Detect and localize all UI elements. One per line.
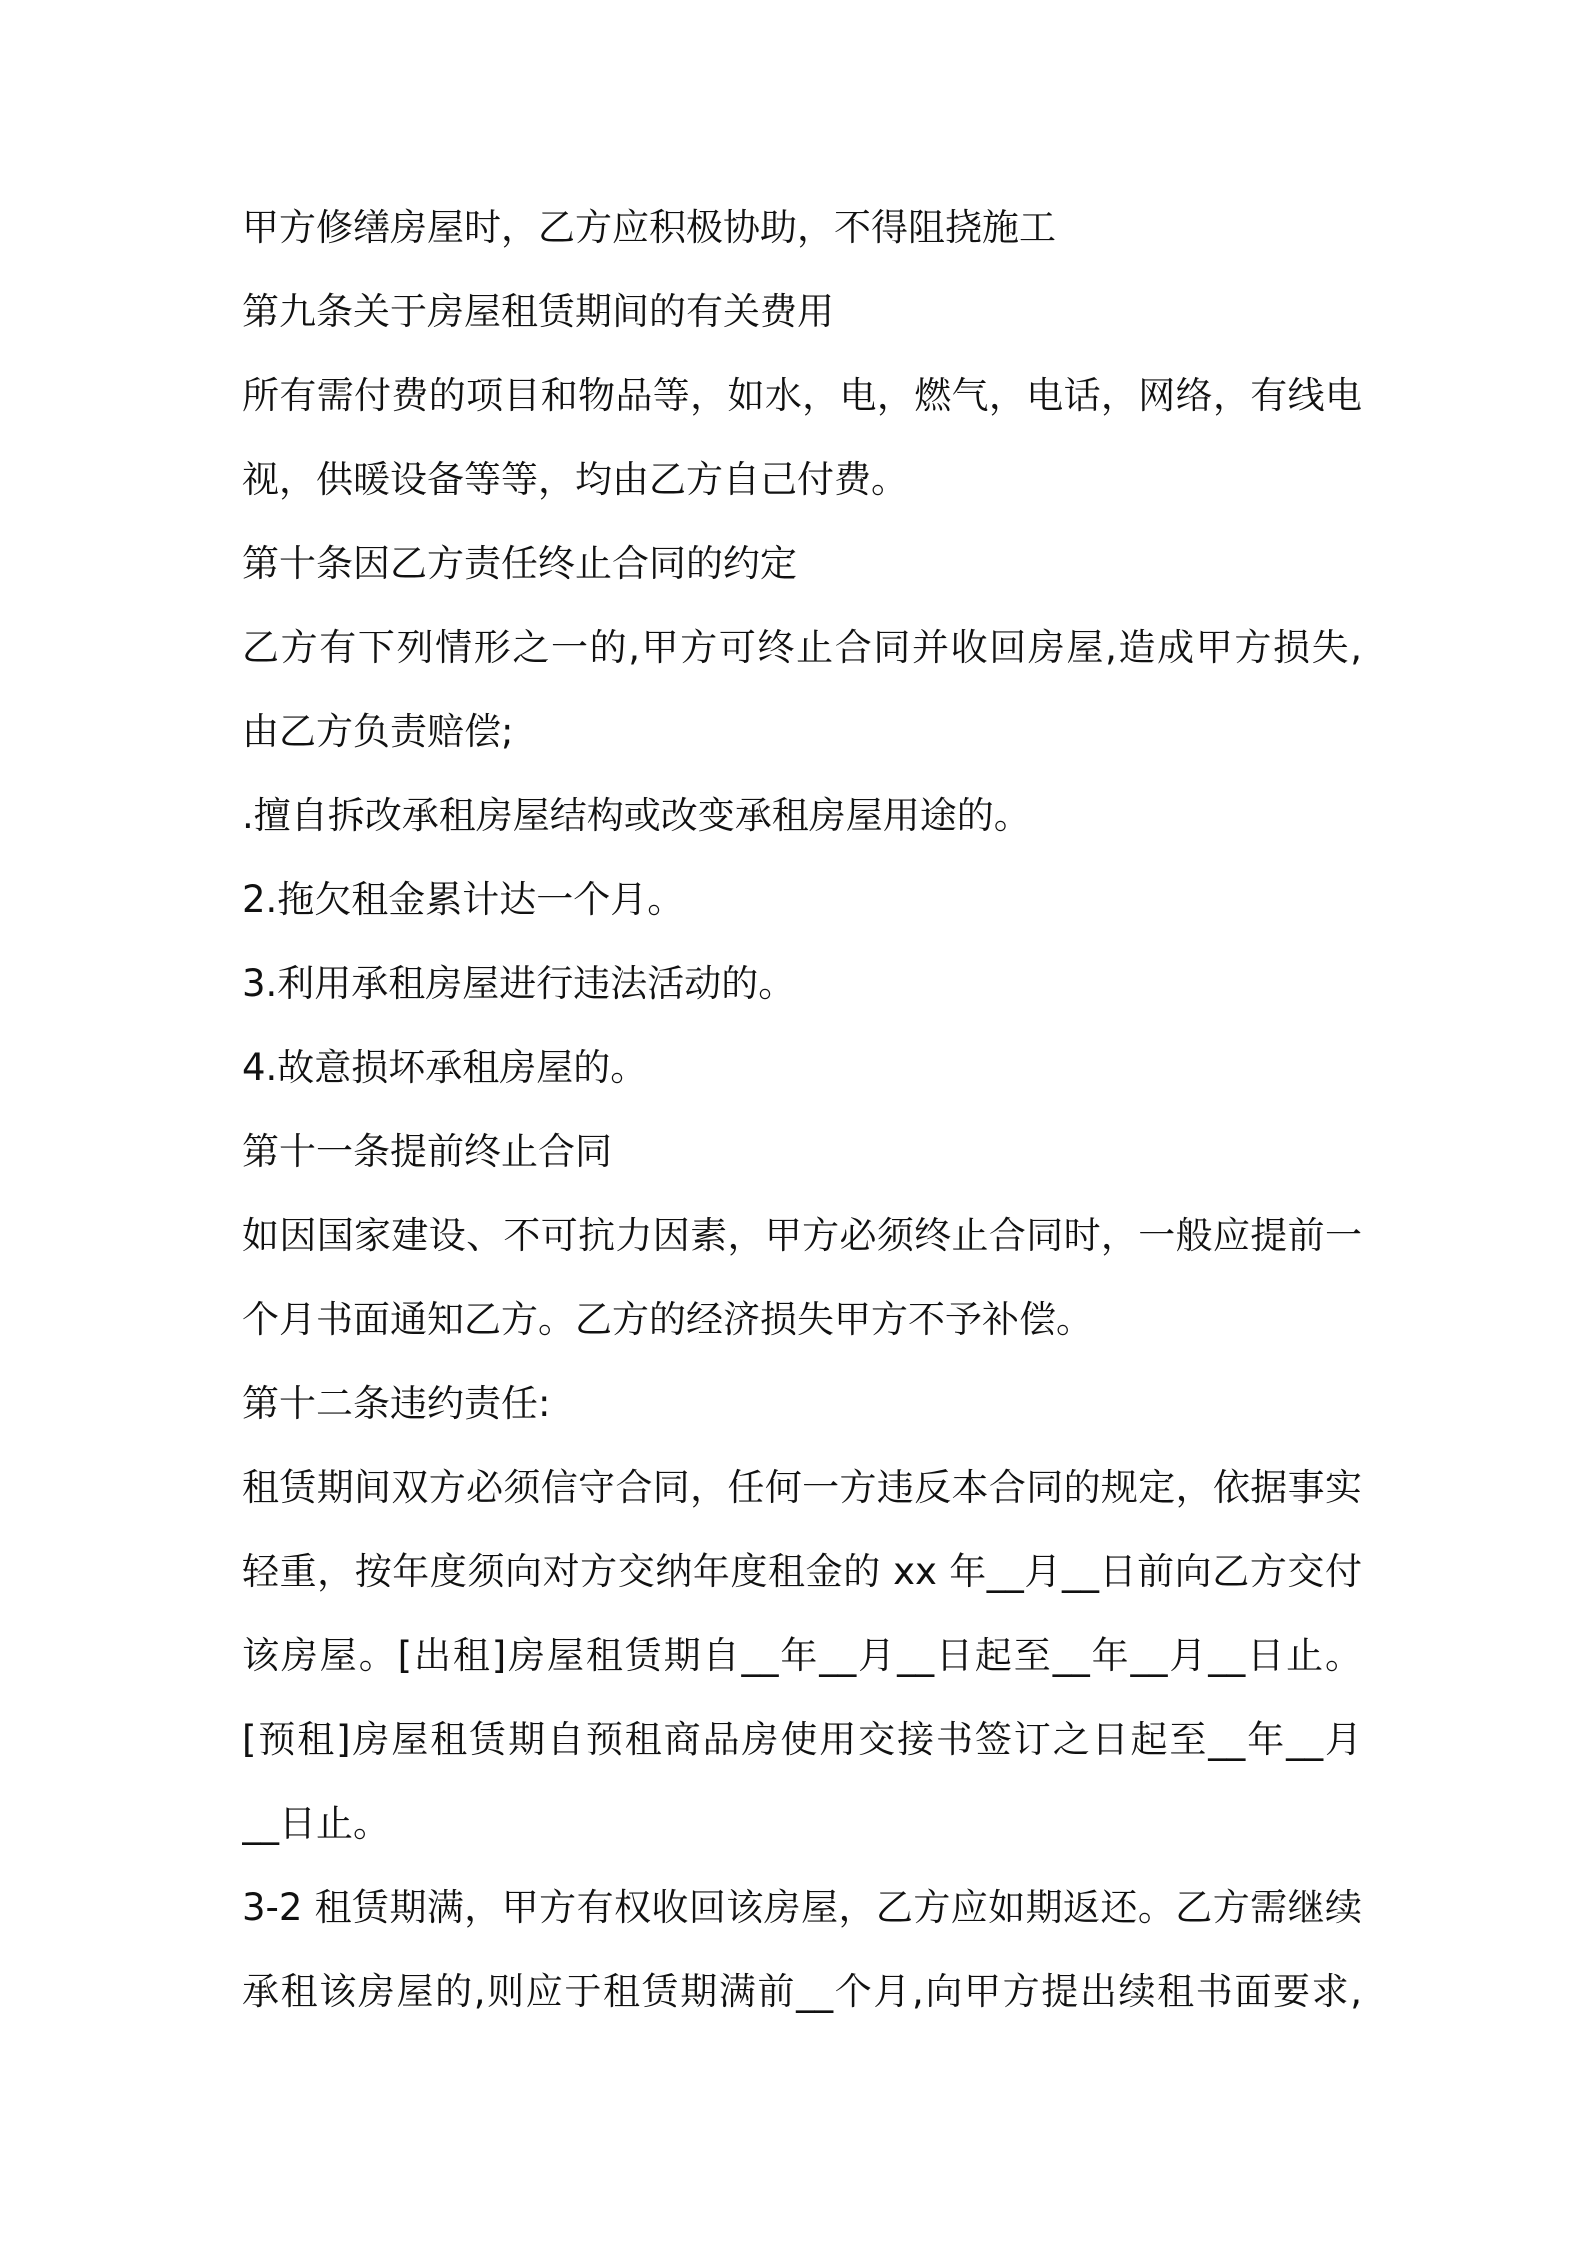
article-12-text-line-2: 轻重，按年度须向对方交纳年度租金的 xx 年__月__日前向乙方交付 xyxy=(242,1550,1362,1593)
article-10-item-4: 4.故意损坏承租房屋的。 xyxy=(242,1046,648,1089)
article-9-text-line-1: 所有需付费的项目和物品等，如水，电，燃气，电话，网络，有线电 xyxy=(242,374,1362,417)
clause-3-2-line-2: 承租该房屋的,则应于租赁期满前__个月,向甲方提出续租书面要求, xyxy=(242,1970,1362,2013)
article-12-text-line-3: 该房屋。[出租]房屋租赁期自__年__月__日起至__年__月__日止。 xyxy=(242,1634,1362,1677)
article-10-text-line-2: 由乙方负责赔偿; xyxy=(242,710,514,753)
article-12-text-line-4: [预租]房屋租赁期自预租商品房使用交接书签订之日起至__年__月 xyxy=(242,1718,1362,1761)
article-10-text-line-1: 乙方有下列情形之一的,甲方可终止合同并收回房屋,造成甲方损失, xyxy=(242,626,1362,669)
article-9-text-line-2: 视，供暖设备等等，均由乙方自己付费。 xyxy=(242,458,908,501)
article-12-text-line-5: __日止。 xyxy=(242,1802,390,1845)
article-12-text-line-1: 租赁期间双方必须信守合同，任何一方违反本合同的规定，依据事实 xyxy=(242,1466,1362,1509)
article-10-item-1: .擅自拆改承租房屋结构或改变承租房屋用途的。 xyxy=(242,794,1031,837)
clause-repair-cooperation: 甲方修缮房屋时，乙方应积极协助，不得阻挠施工 xyxy=(242,206,1056,249)
heading-article-9: 第九条关于房屋租赁期间的有关费用 xyxy=(242,290,834,333)
article-10-item-3: 3.利用承租房屋进行违法活动的。 xyxy=(242,962,796,1005)
clause-3-2-line-1: 3-2 租赁期满，甲方有权收回该房屋，乙方应如期返还。乙方需继续 xyxy=(242,1886,1362,1929)
heading-article-12: 第十二条违约责任: xyxy=(242,1382,551,1425)
article-10-item-2: 2.拖欠租金累计达一个月。 xyxy=(242,878,685,921)
heading-article-10: 第十条因乙方责任终止合同的约定 xyxy=(242,542,797,585)
article-11-text-line-2: 个月书面通知乙方。乙方的经济损失甲方不予补偿。 xyxy=(242,1298,1093,1341)
heading-article-11: 第十一条提前终止合同 xyxy=(242,1130,612,1173)
article-11-text-line-1: 如因国家建设、不可抗力因素，甲方必须终止合同时，一般应提前一 xyxy=(242,1214,1362,1257)
